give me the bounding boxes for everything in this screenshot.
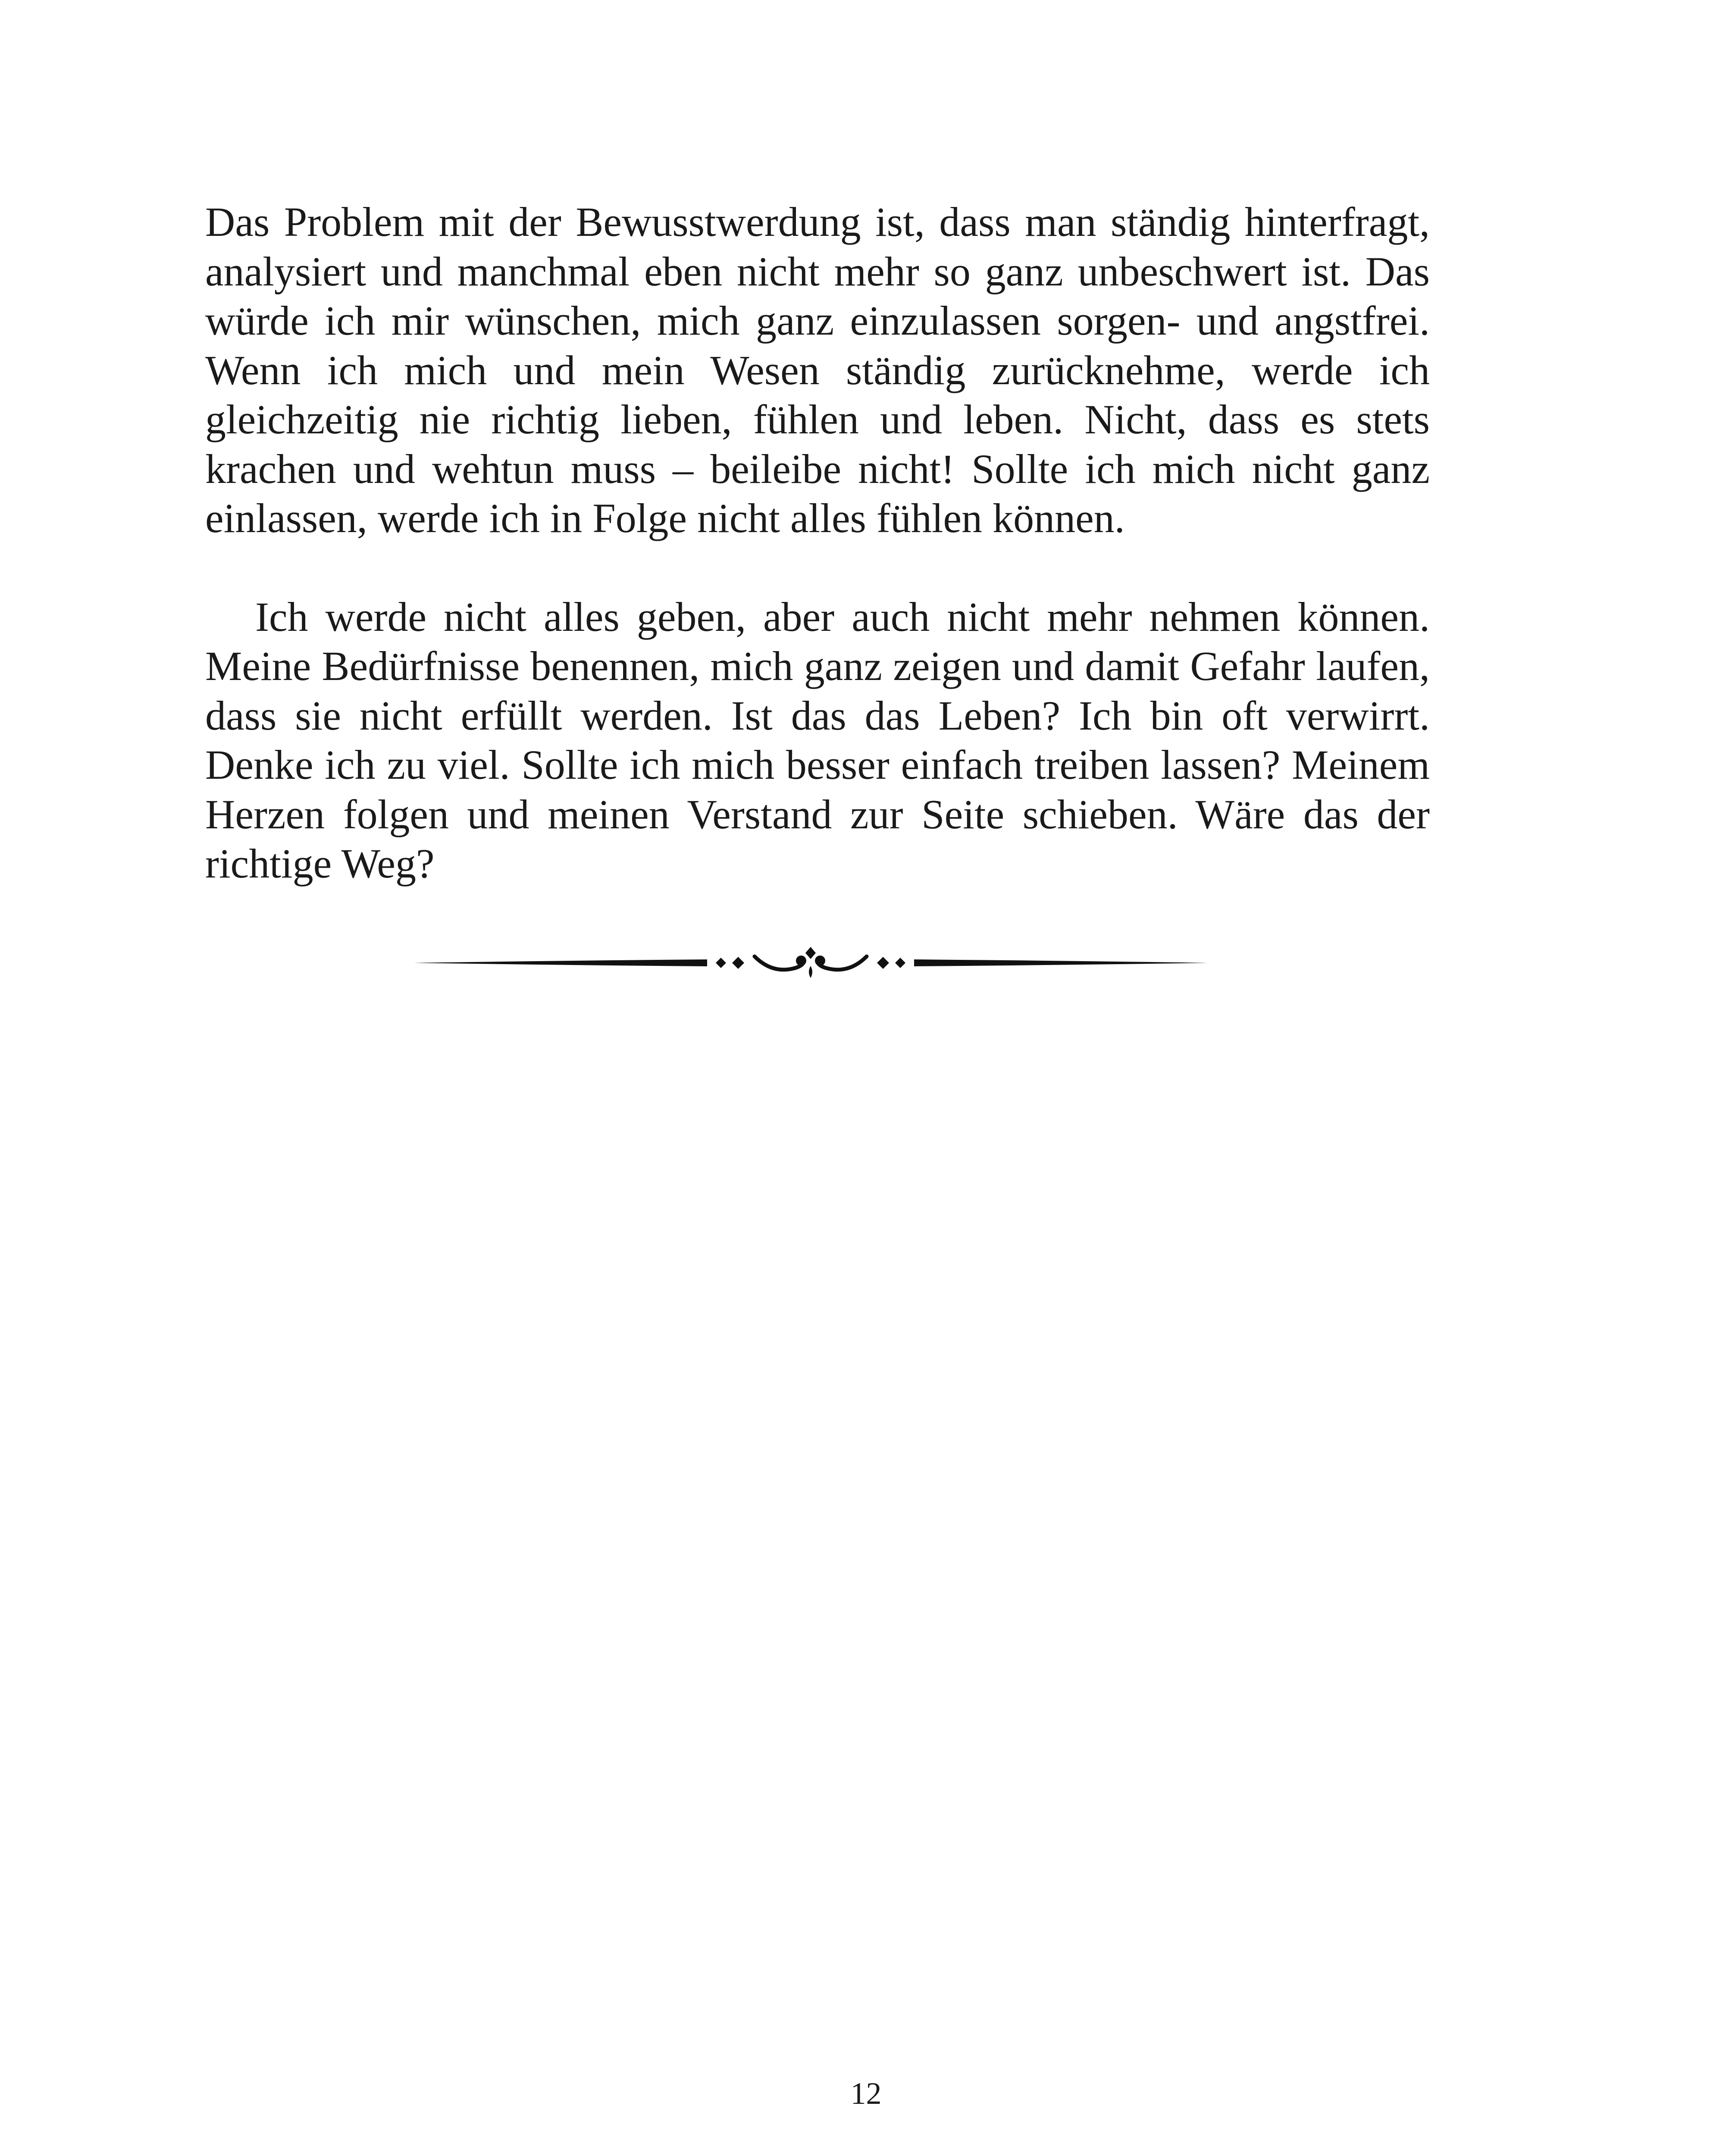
paragraph-1: Das Problem mit der Bewusstwerdung ist, dass man ständig hinterfragt, analysiert und manchmal eben nicht mehr so ganz unbeschwert ist. Das würde ich mir wünschen, mich ganz einzulassen sorgen- und angstfrei. Wenn ich mich und mein Wesen ständig zurücknehme, werde ich gleichzeitig nie richtig lieben, fühlen und leben. Nicht, dass es stets krachen und wehtun muss – beileibe nicht! Sollte ich mich nicht ganz einlassen, werde ich in Folge nicht alles fühlen können.	[205, 199, 1430, 541]
page-number: 12	[850, 2076, 882, 2111]
paragraph-2: Ich werde nicht alles geben, aber auch nicht mehr nehmen können. Meine Bedürfnisse benennen, mich ganz zeigen und damit Gefahr laufen, dass sie nicht erfüllt werden. Ist das das Leben? Ich bin oft verwirrt. Denke ich zu viel. Sollte ich mich besser einfach treiben lassen? Meinem Herzen folgen und meinen Verstand zur Seite schieben. Wäre das der richtige Weg?	[205, 593, 1430, 887]
body-text	[205, 197, 1430, 889]
flourish-divider-icon	[414, 939, 1207, 987]
